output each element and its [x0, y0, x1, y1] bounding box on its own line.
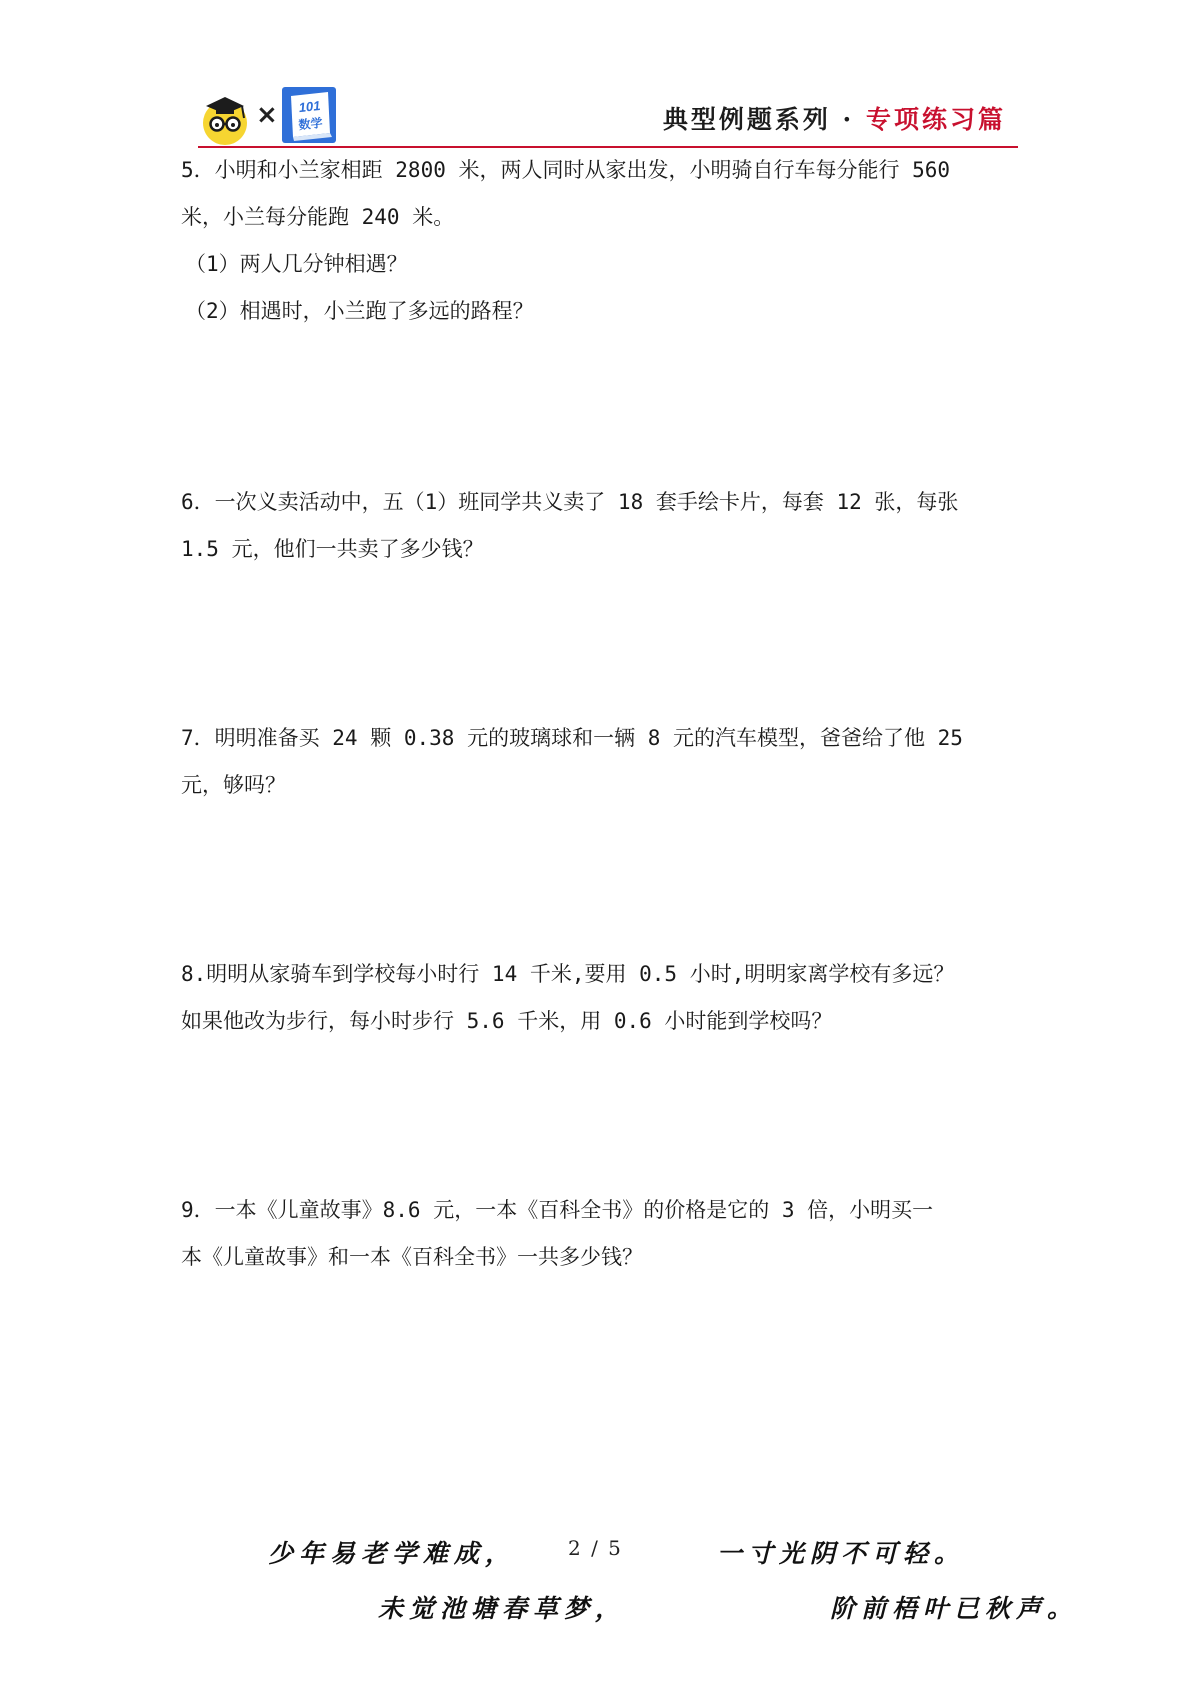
- question-9: [181, 1187, 1021, 1281]
- question-line: 7．明明准备买 24 颗 0.38 元的玻璃球和一辆 8 元的汽车模型，爸爸给了他 25: [181, 726, 963, 750]
- series-title: 典型例题系列: [662, 105, 831, 134]
- math-101-logo-icon: [282, 87, 336, 143]
- question-6: [181, 479, 1021, 573]
- question-5: [181, 147, 1021, 335]
- sub-question-2: （2）相遇时，小兰跑了多远的路程？: [185, 299, 534, 323]
- question-line: 元，够吗？: [181, 773, 286, 797]
- page-header: [198, 84, 1018, 146]
- title-dot: ·: [842, 105, 855, 134]
- question-line: 1.5 元，他们一共卖了多少钱？: [181, 537, 484, 561]
- sub-question-1: （1）两人几分钟相遇？: [185, 252, 408, 276]
- page-indicator: 2 / 5: [568, 1536, 623, 1560]
- poem-line-1-left: 少年易老学难成，: [268, 1539, 517, 1568]
- question-8: [181, 951, 1021, 1045]
- question-line: 8.明明从家骑车到学校每小时行 14 千米,要用 0.5 小时,明明家离学校有多远？: [181, 962, 955, 986]
- scholar-face-logo-icon: [198, 92, 252, 146]
- section-title: 专项练习篇: [865, 105, 1006, 134]
- svg-text:数学: 数学: [297, 115, 324, 133]
- question-line: 6．一次义卖活动中，五（1）班同学共义卖了 18 套手绘卡片，每套 12 张，每张: [181, 490, 959, 514]
- poem-line-1-right: 一寸光阴不可轻。: [717, 1539, 966, 1568]
- question-line: 如果他改为步行，每小时步行 5.6 千米，用 0.6 小时能到学校吗？: [181, 1009, 833, 1033]
- header-series-title: [663, 100, 1006, 136]
- question-line: 5．小明和小兰家相距 2800 米，两人同时从家出发，小明骑自行车每分能行 560: [181, 158, 951, 182]
- poem-line-2-right: 阶前梧叶已秋声。: [830, 1594, 1079, 1623]
- question-7: [181, 715, 1021, 809]
- question-line: 9．一本《儿童故事》8.6 元，一本《百科全书》的价格是它的 3 倍，小明买一: [181, 1198, 934, 1222]
- svg-text:101: 101: [297, 97, 322, 116]
- question-line: 米，小兰每分能跑 240 米。: [181, 205, 455, 229]
- question-line: 本《儿童故事》和一本《百科全书》一共多少钱？: [181, 1245, 643, 1269]
- poem-line-2-left: 未觉池塘春草梦，: [378, 1594, 627, 1623]
- logo-separator: ×: [256, 100, 278, 130]
